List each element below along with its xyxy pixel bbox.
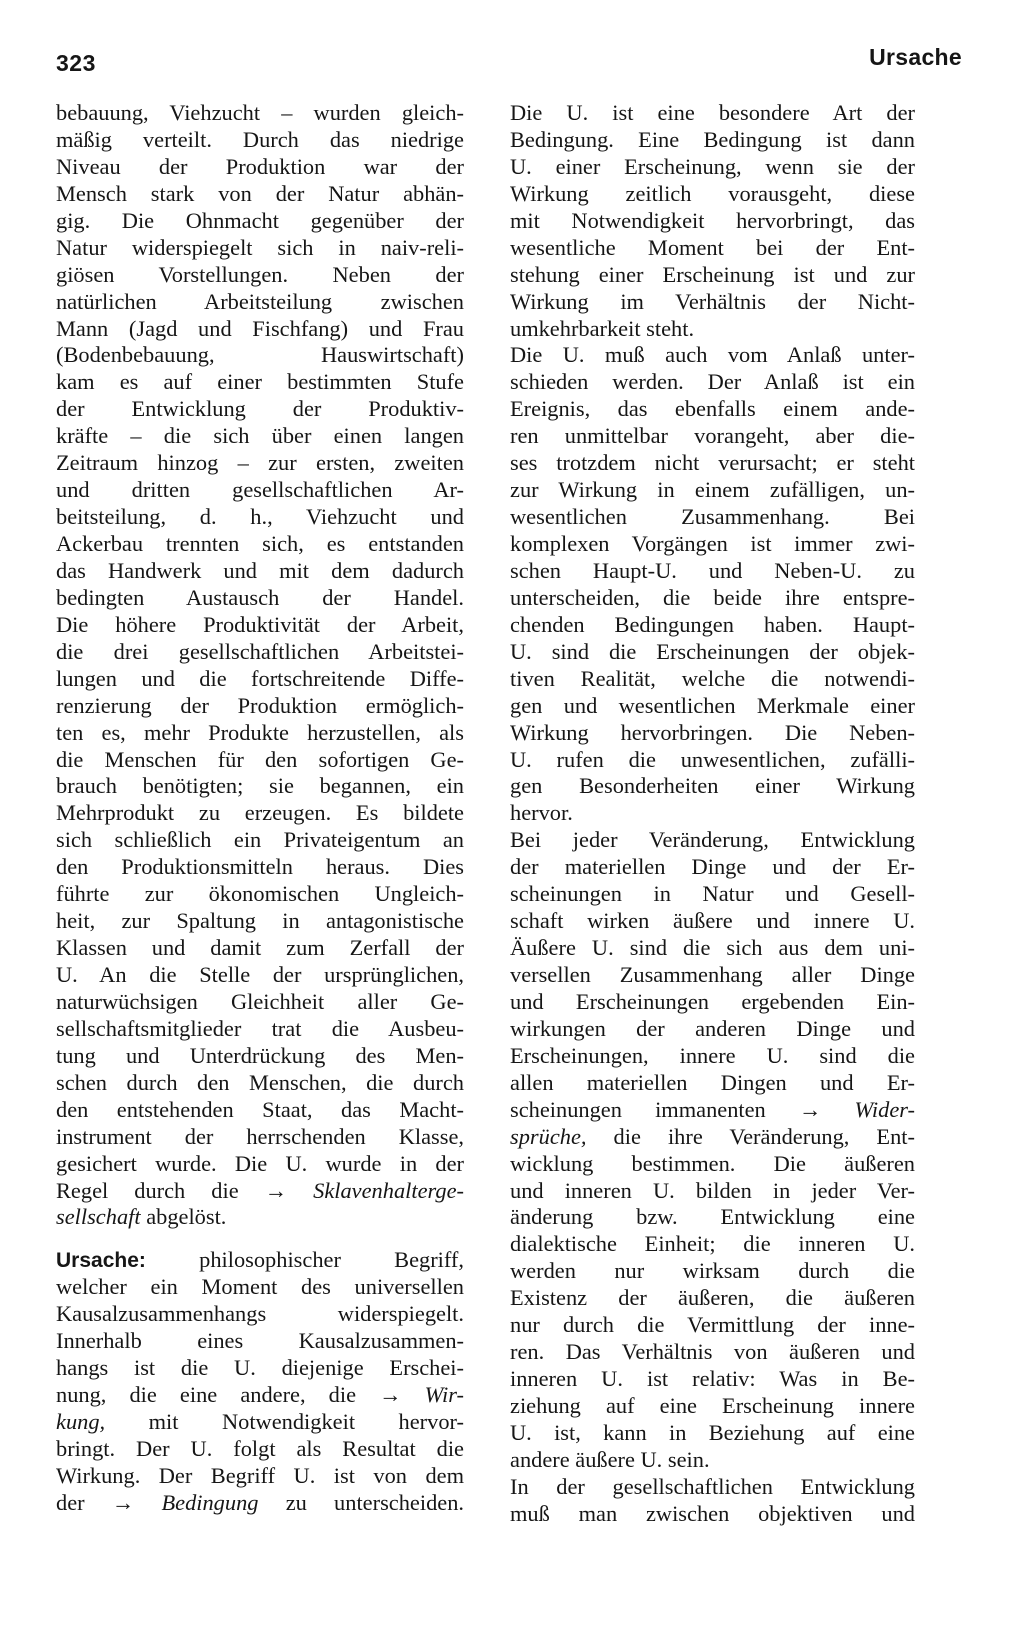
text-line xyxy=(510,1097,915,1124)
text-line: führte zur ökonomischen Ungleich- xyxy=(56,881,464,907)
running-head: Ursache xyxy=(869,44,962,70)
text-line: gesichert wurde. Die U. wurde in der xyxy=(56,1150,464,1176)
text-line: Wirkung zeitlich vorausgeht, diese xyxy=(510,180,915,206)
text-line: Klassen und damit zum Zerfall der xyxy=(56,935,464,961)
text-line: Mehrprodukt zu erzeugen. Es bildete xyxy=(56,800,464,826)
text-line: schen Haupt-U. und Neben-U. zu xyxy=(510,557,915,583)
text-line: unterscheiden, die beide ihre entspre- xyxy=(510,584,915,610)
cross-reference-link[interactable]: kung, xyxy=(56,1409,106,1434)
text-line: werden nur wirksam durch die xyxy=(510,1258,915,1284)
text-line: stehung einer Erscheinung ist und zur xyxy=(510,261,915,287)
text-line: Äußere U. sind die sich aus dem uni- xyxy=(510,935,915,961)
text-line xyxy=(510,1124,915,1151)
text-line: der materiellen Dinge und der Er- xyxy=(510,854,915,880)
text-line: den Produktionsmitteln heraus. Dies xyxy=(56,854,464,880)
text-line: renzierung der Produktion ermöglich- xyxy=(56,692,464,718)
text-line: wesentliche Moment bei der Ent- xyxy=(510,234,915,260)
text-line: kräfte – die sich über einen langen xyxy=(56,423,464,449)
cross-reference-link[interactable]: sellschaft xyxy=(56,1204,141,1230)
text-line: schen durch den Menschen, die durch xyxy=(56,1069,464,1095)
text-line: beitsteilung, d. h., Viehzucht und xyxy=(56,504,464,530)
text-line: änderung bzw. Entwicklung eine xyxy=(510,1204,915,1230)
text-line: bringt. Der U. folgt als Resultat die xyxy=(56,1435,464,1461)
text-line: wirkungen der anderen Dinge und xyxy=(510,1015,915,1041)
text-line: Ereignis, das ebenfalls einem ande- xyxy=(510,396,915,422)
text-line: inneren U. ist relativ: Was in Be- xyxy=(510,1366,915,1392)
text-line xyxy=(56,1247,464,1274)
text-line: Die höhere Produktivität der Arbeit, xyxy=(56,611,464,637)
text-line: gig. Die Ohnmacht gegenüber der xyxy=(56,207,464,233)
text-line: Zeitraum hinzog – zur ersten, zweiten xyxy=(56,450,464,476)
text-line: Die U. muß auch vom Anlaß unter- xyxy=(510,342,915,368)
text-line: nur durch die Vermittlung der inne- xyxy=(510,1312,915,1338)
text-line: Innerhalb eines Kausalzusammen- xyxy=(56,1328,464,1354)
text-line: wicklung bestimmen. Die äußeren xyxy=(510,1150,915,1176)
cross-reference-link[interactable]: Sklavenhalterge- xyxy=(313,1177,464,1203)
text-line: mit Notwendigkeit hervorbringt, das xyxy=(510,207,915,233)
cross-reference-link[interactable]: sprüche, xyxy=(510,1123,587,1149)
cross-reference-link[interactable]: Wir- xyxy=(424,1382,464,1408)
text-line: und Erscheinungen ergebenden Ein- xyxy=(510,988,915,1014)
text-line: natürlichen Arbeitsteilung zwischen xyxy=(56,288,464,314)
text-line: andere äußere U. sein. xyxy=(510,1446,710,1472)
text-line: heit, zur Spaltung in antagonistische xyxy=(56,908,464,934)
text-line: zur Wirkung in einem zufälligen, un- xyxy=(510,477,915,503)
text-line: (Bodenbebauung, Hauswirtschaft) xyxy=(56,342,464,368)
text-line: Wirkung im Verhältnis der Nicht- xyxy=(510,288,915,314)
text-fragment: der xyxy=(56,1489,85,1515)
text-line: brauch benötigten; sie begannen, ein xyxy=(56,773,464,799)
text-line xyxy=(56,1204,464,1231)
cross-reference-arrow-icon: → xyxy=(379,1382,402,1408)
text-line: lungen und die fortschreitende Diffe- xyxy=(56,665,464,691)
text-line: Die U. ist eine besondere Art der xyxy=(510,100,915,125)
text-line: hangs ist die U. diejenige Erschei- xyxy=(56,1355,464,1381)
text-line: muß man zwischen objektiven und xyxy=(510,1500,915,1526)
text-line: der Entwicklung der Produktiv- xyxy=(56,396,464,422)
text-line: die drei gesellschaftlichen Arbeitstei- xyxy=(56,638,464,664)
text-line: Ackerbau trennten sich, es entstanden xyxy=(56,531,464,556)
text-line: Mensch stark von der Natur abhän- xyxy=(56,180,464,206)
text-line: U. sind die Erscheinungen der objek- xyxy=(510,638,915,664)
text-line: Bei jeder Veränderung, Entwicklung xyxy=(510,827,915,853)
text-line: In der gesellschaftlichen Entwicklung xyxy=(510,1473,915,1499)
text-fragment: Regel durch die xyxy=(56,1177,239,1203)
dictionary-entry xyxy=(56,1247,464,1516)
text-line: U. rufen die unwesentlichen, zufälli- xyxy=(510,746,915,772)
paragraph xyxy=(510,100,915,342)
text-line xyxy=(56,1490,464,1517)
text-line: hervor. xyxy=(510,800,573,826)
text-line: Wirkung hervorbringen. Die Neben- xyxy=(510,719,915,745)
text-line: schieden werden. Der Anlaß ist ein xyxy=(510,369,915,395)
text-line: allen materiellen Dingen und Er- xyxy=(510,1069,915,1095)
text-line: welcher ein Moment des universellen xyxy=(56,1274,464,1300)
entry-keyword: Ursache: xyxy=(56,1249,146,1273)
text-line: ses trotzdem nicht verursacht; er steht xyxy=(510,450,915,476)
text-line: chenden Bedingungen haben. Haupt- xyxy=(510,611,915,637)
cross-reference-link[interactable]: Bedingung xyxy=(161,1489,259,1515)
text-line: das Handwerk und mit dem dadurch xyxy=(56,557,464,583)
text-line: Existenz der äußeren, die äußeren xyxy=(510,1285,915,1311)
text-line: instrument der herrschenden Klasse, xyxy=(56,1123,464,1149)
text-line: versellen Zusammenhang aller Dinge xyxy=(510,962,915,987)
text-line: umkehrbarkeit steht. xyxy=(510,315,695,341)
text-line: Kausalzusammenhangs widerspiegelt. xyxy=(56,1301,464,1327)
text-line: bedingten Austausch der Handel. xyxy=(56,584,464,610)
text-line: gen Besonderheiten einer Wirkung xyxy=(510,773,915,799)
text-line: ziehung auf eine Erscheinung innere xyxy=(510,1393,915,1418)
text-line: sellschaftsmitglieder trat die Ausbeu- xyxy=(56,1015,464,1041)
text-line: U. An die Stelle der ursprünglichen, xyxy=(56,962,464,987)
right-column xyxy=(510,100,915,1528)
cross-reference-arrow-icon: → xyxy=(798,1096,822,1122)
entry-spacer xyxy=(56,1231,464,1247)
text-line: die Menschen für den sofortigen Ge- xyxy=(56,746,464,772)
text-line: Natur widerspiegelt sich in naiv-reli- xyxy=(56,234,464,260)
paragraph-continuation xyxy=(56,100,464,1231)
text-line: Niveau der Produktion war der xyxy=(56,153,464,179)
text-line: U. einer Erscheinung, wenn sie der xyxy=(510,153,915,179)
text-line xyxy=(56,1178,464,1205)
text-fragment: philosophischer Begriff, xyxy=(199,1247,464,1273)
text-fragment: abgelöst. xyxy=(146,1204,227,1230)
text-line: dialektische Einheit; die inneren U. xyxy=(510,1231,915,1257)
paragraph xyxy=(510,1474,915,1528)
text-fragment: scheinungen immanenten xyxy=(510,1096,766,1122)
text-line: mäßig verteilt. Durch das niedrige xyxy=(56,126,464,152)
text-line: wesentlichen Zusammenhang. Bei xyxy=(510,504,915,530)
text-line: schaft wirken äußere und innere U. xyxy=(510,908,915,934)
text-line: tiven Realität, welche die notwendi- xyxy=(510,665,915,691)
text-fragment: zu unterscheiden. xyxy=(285,1489,464,1515)
text-line: und dritten gesellschaftlichen Ar- xyxy=(56,477,464,503)
text-line: gen und wesentlichen Merkmale einer xyxy=(510,692,915,718)
paragraph xyxy=(510,827,915,1474)
text-line: Wirkung. Der Begriff U. ist von dem xyxy=(56,1462,464,1488)
text-line: kam es auf einer bestimmten Stufe xyxy=(56,369,464,395)
text-line: naturwüchsigen Gleichheit aller Ge- xyxy=(56,988,464,1014)
cross-reference-arrow-icon: → xyxy=(264,1177,288,1203)
text-line: tung und Unterdrückung des Men- xyxy=(56,1042,464,1068)
text-line xyxy=(56,1409,464,1436)
text-line: Bedingung. Eine Bedingung ist dann xyxy=(510,126,915,152)
text-line: ren unmittelbar vorangeht, aber die- xyxy=(510,423,915,449)
page-number: 323 xyxy=(56,50,96,76)
text-line: ten es, mehr Produkte herzustellen, als xyxy=(56,719,464,745)
cross-reference-arrow-icon: → xyxy=(111,1489,135,1515)
text-line: den entstehenden Staat, das Macht- xyxy=(56,1096,464,1122)
text-fragment: nung, die eine andere, die xyxy=(56,1382,357,1408)
text-line xyxy=(56,1382,464,1409)
left-column xyxy=(56,100,464,1517)
text-line: und inneren U. bilden in jeder Ver- xyxy=(510,1177,915,1203)
text-line: sich schließlich ein Privateigentum an xyxy=(56,827,464,853)
cross-reference-link[interactable]: Wider- xyxy=(854,1096,915,1122)
text-line: komplexen Vorgängen ist immer zwi- xyxy=(510,531,915,556)
text-line: giösen Vorstellungen. Neben der xyxy=(56,261,464,287)
text-line: Mann (Jagd und Fischfang) und Frau xyxy=(56,315,464,341)
text-line: scheinungen in Natur und Gesell- xyxy=(510,881,915,907)
paragraph xyxy=(510,342,915,827)
text-line: ren. Das Verhältnis von äußeren und xyxy=(510,1339,915,1365)
text-fragment: mit Notwendigkeit hervor- xyxy=(148,1409,464,1434)
text-line: bebauung, Viehzucht – wurden gleich- xyxy=(56,100,464,125)
text-fragment: die ihre Veränderung, Ent- xyxy=(613,1123,915,1149)
text-line: U. ist, kann in Beziehung auf eine xyxy=(510,1419,915,1445)
text-line: Erscheinungen, innere U. sind die xyxy=(510,1042,915,1068)
